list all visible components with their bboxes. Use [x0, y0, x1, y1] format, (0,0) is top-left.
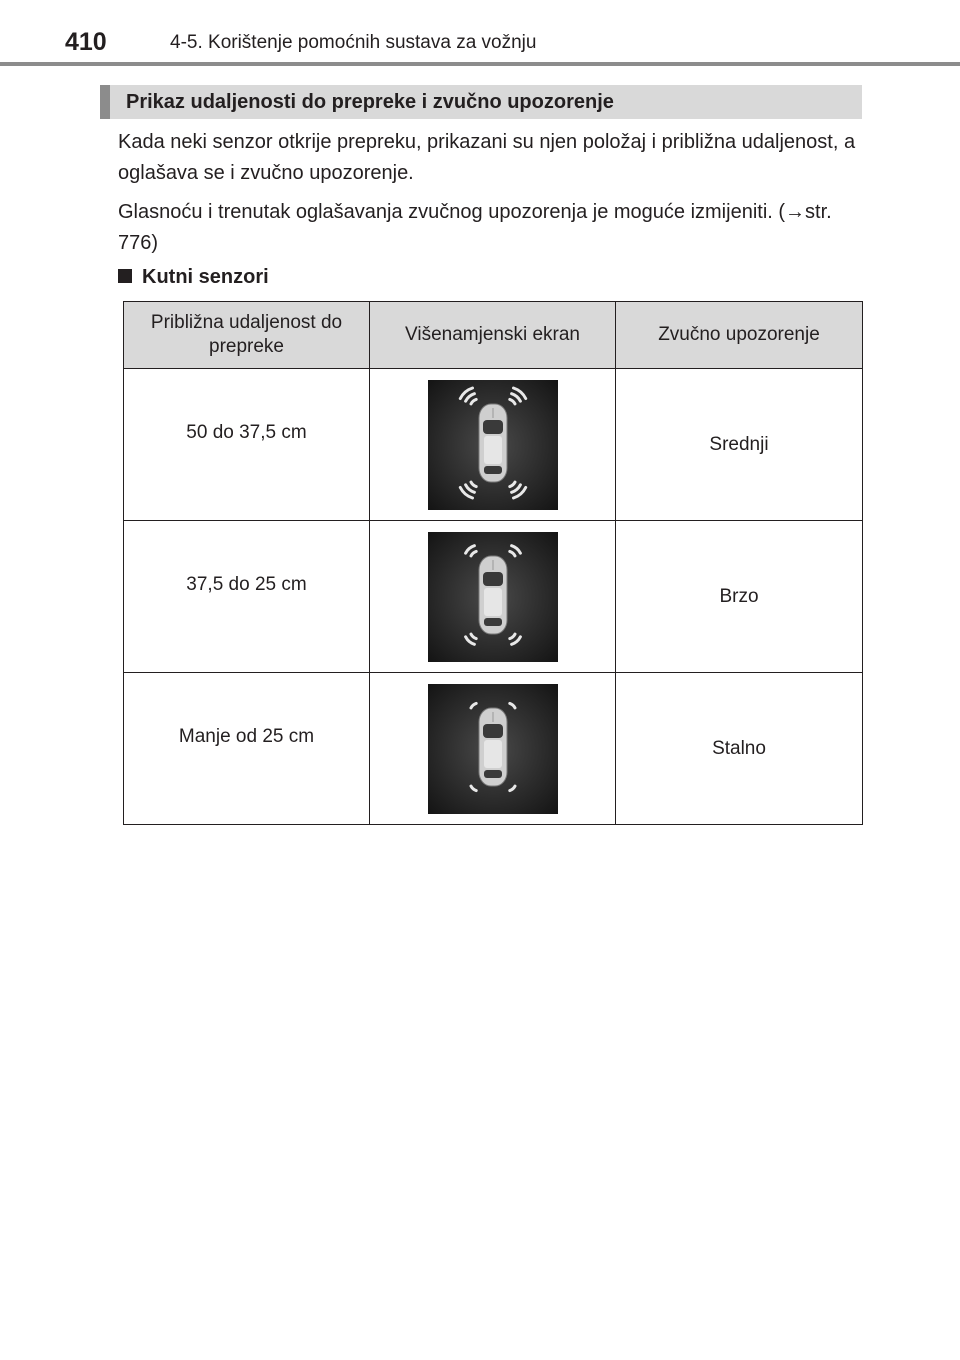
parking-sensor-display-icon: [428, 380, 558, 510]
sound-cell: Brzo: [616, 521, 863, 673]
distance-cell: [124, 521, 370, 673]
section-title: Prikaz udaljenosti do prepreke i zvučno upozorenje: [126, 91, 614, 113]
header-distance: Približna udaljenost do prepreke: [124, 302, 370, 369]
car-top-view: [479, 708, 507, 786]
header-sound: Zvučno upozorenje: [616, 302, 863, 369]
subsection-heading: [118, 266, 269, 289]
table-row: [124, 673, 863, 825]
distance-cell: [124, 673, 370, 825]
distance-value: Manje od 25 cm: [178, 726, 315, 747]
subsection-title: Kutni senzori: [142, 266, 269, 288]
header-display: Višenamjenski ekran: [370, 302, 616, 369]
parking-sensor-display-icon: [428, 684, 558, 814]
display-cell: [370, 673, 616, 825]
page-number: 410: [65, 28, 107, 56]
square-bullet-icon: [118, 269, 132, 283]
distance-cell: [124, 369, 370, 521]
page-header: [0, 0, 960, 70]
table-row: [124, 521, 863, 673]
parking-sensor-display-icon: [428, 532, 558, 662]
header-rule: [0, 62, 960, 66]
table-header-row: [124, 302, 863, 369]
volume-paragraph: Glasnoću i trenutak oglašavanja zvučnog upozorenja je moguće izmijeniti. (→str. 776): [118, 201, 832, 254]
car-top-view: [479, 404, 507, 482]
display-cell: [370, 521, 616, 673]
distance-value: 37,5 do 25 cm: [186, 574, 307, 595]
car-top-view: [479, 556, 507, 634]
display-cell: [370, 369, 616, 521]
chapter-title: 4-5. Korištenje pomoćnih sustava za vožnju: [170, 32, 537, 53]
section-heading-bar: [100, 85, 862, 119]
intro-paragraph: Kada neki senzor otkrije prepreku, prikazani su njen položaj i približna udaljenost, a oglašava se i zvučno upozorenje.: [118, 131, 856, 184]
table-row: [124, 369, 863, 521]
distance-value: 50 do 37,5 cm: [186, 422, 307, 443]
corner-sensor-table: [123, 301, 863, 825]
sound-cell: Srednji: [616, 369, 863, 521]
sound-cell: Stalno: [616, 673, 863, 825]
